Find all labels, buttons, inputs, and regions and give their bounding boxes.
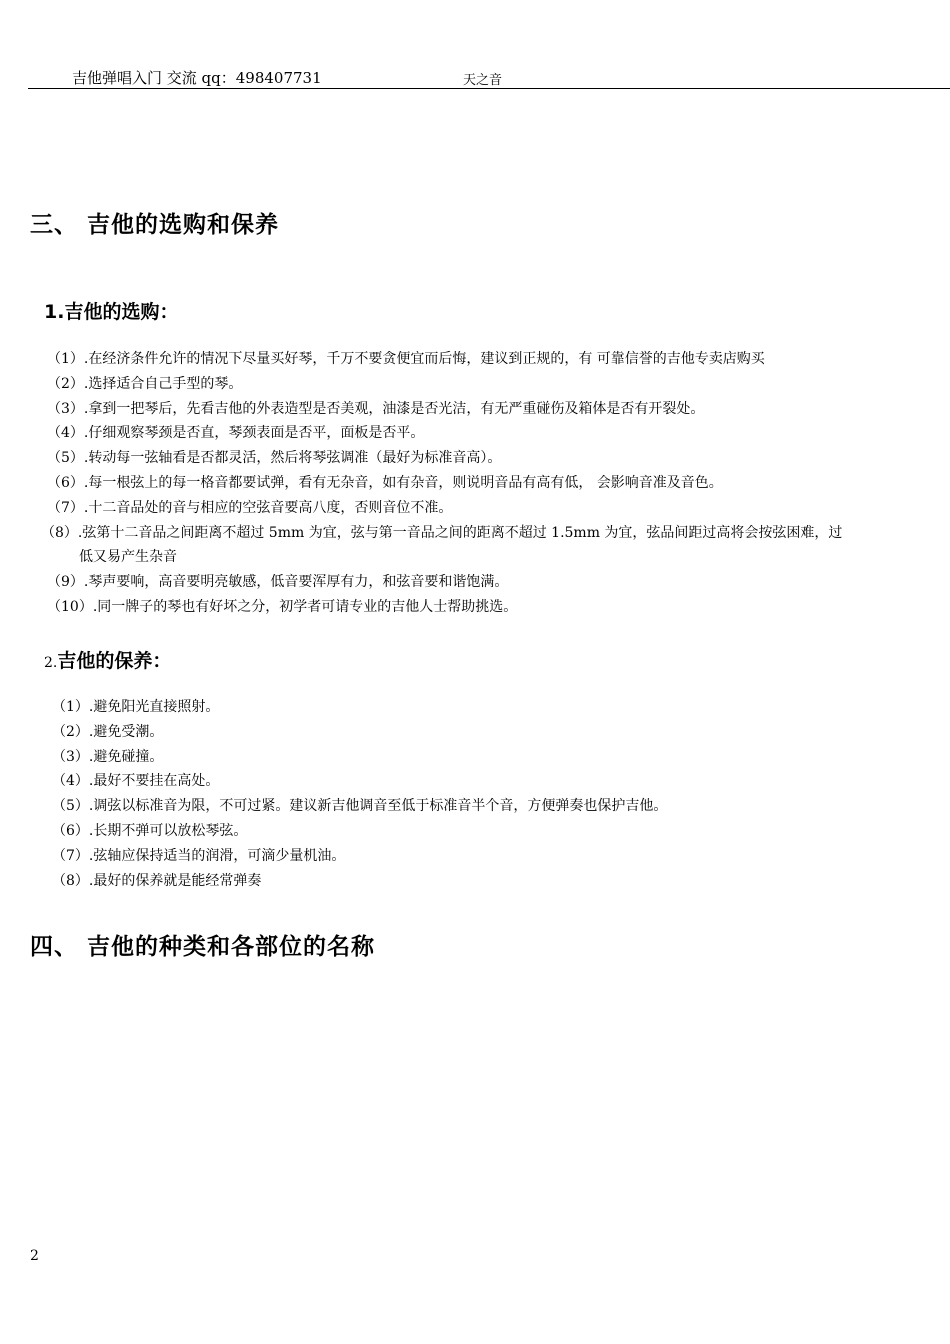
page-header bbox=[0, 0, 950, 90]
header-divider bbox=[28, 88, 950, 89]
section-title-purchase-maintenance: 三、 吉他的选购和保养 bbox=[30, 212, 280, 238]
page-number: 2 bbox=[30, 1248, 39, 1264]
section-title-types-parts: 四、 吉他的种类和各部位的名称 bbox=[30, 934, 376, 960]
list-item: （5）.调弦以标准音为限，不可过紧。建议新吉他调音至低于标准音半个音，方便弹奏也保护吉他。 bbox=[52, 798, 668, 815]
list-item: （5）.转动每一弦轴看是否都灵活，然后将琴弦调准（最好为标准音高）。 bbox=[47, 450, 502, 467]
list-item: （6）.每一根弦上的每一格音都要试弹，看有无杂音，如有杂音，则说明音品有高有低， 会影响音准及音色。 bbox=[47, 474, 723, 491]
list-item: （6）.长期不弹可以放松琴弦。 bbox=[52, 822, 248, 839]
list-item: （9）.琴声要响，高音要明亮敏感，低音要浑厚有力，和弦音要和谐饱满。 bbox=[47, 574, 509, 591]
list-item bbox=[41, 521, 941, 571]
list-item: （1）.在经济条件允许的情况下尽量买好琴，千万不要贪便宜而后悔，建议到正规的，有 可靠信誉的吉他专卖店购买 bbox=[47, 351, 765, 367]
purchase-tips-list bbox=[41, 347, 941, 620]
list-item: （2）.避免受潮。 bbox=[52, 723, 164, 740]
list-item: （8）.最好的保养就是能经常弹奏 bbox=[52, 872, 262, 889]
list-item: （7）.十二音品处的音与相应的空弦音要高八度，否则音位不准。 bbox=[47, 499, 453, 516]
header-right-text: 天之音 bbox=[463, 73, 503, 88]
list-item: （4）.仔细观察琴颈是否直，琴颈表面是否平，面板是否平。 bbox=[47, 425, 425, 442]
subsection-title-maintenance bbox=[44, 646, 171, 673]
maintenance-tips-list bbox=[52, 695, 667, 893]
list-item-continuation: 低又易产生杂音 bbox=[79, 549, 177, 566]
list-item: （2）.选择适合自己手型的琴。 bbox=[47, 375, 243, 392]
subsection-number: 2. bbox=[44, 655, 58, 671]
list-item: （1）.避免阳光直接照射。 bbox=[52, 699, 220, 715]
list-item: （4）.最好不要挂在高处。 bbox=[52, 773, 220, 790]
list-item: （10）.同一牌子的琴也有好坏之分，初学者可请专业的吉他人士帮助挑选。 bbox=[47, 598, 518, 615]
subsection-title-text: 吉他的保养： bbox=[57, 650, 172, 672]
header-left-text: 吉他弹唱入门 交流 qq：498407731 bbox=[72, 69, 322, 87]
list-item: （7）.弦轴应保持适当的润滑，可滴少量机油。 bbox=[52, 847, 346, 864]
list-item-first-line: （8）.弦第十二音品之间距离不超过 5mm 为宜，弦与第一音品之间的距离不超过 1.5mm 为宜，弦品间距过高将会按弦困难，过 bbox=[41, 524, 843, 541]
list-item: （3）.避免碰撞。 bbox=[52, 748, 164, 765]
list-item: （3）.拿到一把琴后，先看吉他的外表造型是否美观，油漆是否光洁，有无严重碰伤及箱体是否有开裂处。 bbox=[47, 400, 705, 417]
subsection-title-purchase: 1.吉他的选购： bbox=[44, 301, 179, 323]
